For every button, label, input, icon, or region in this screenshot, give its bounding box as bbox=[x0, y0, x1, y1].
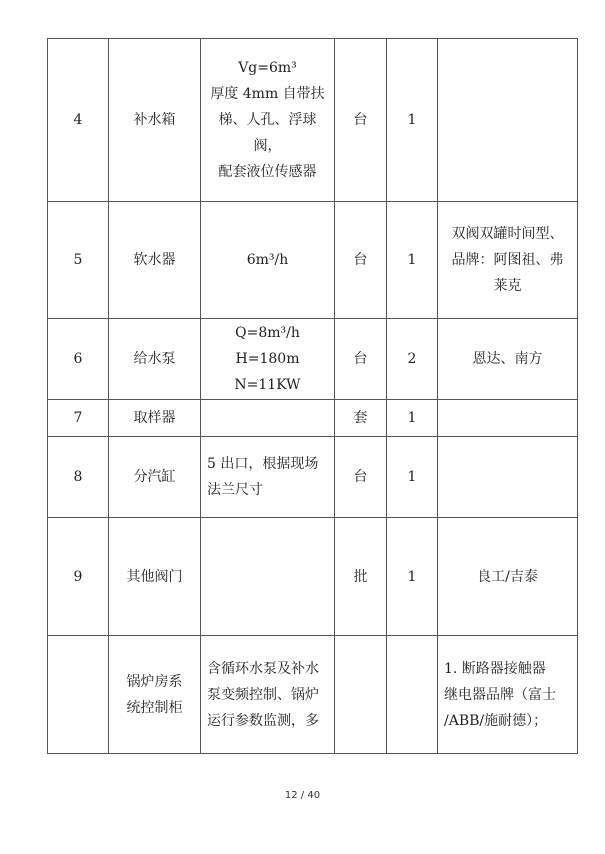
item-qty bbox=[387, 636, 438, 754]
item-unit: 台 bbox=[335, 319, 387, 400]
item-qty: 1 bbox=[387, 437, 438, 518]
equipment-table bbox=[47, 38, 578, 754]
item-unit: 台 bbox=[335, 39, 387, 202]
item-spec bbox=[201, 518, 335, 636]
table-row bbox=[48, 400, 578, 437]
item-qty: 2 bbox=[387, 319, 438, 400]
row-number: 7 bbox=[48, 400, 109, 437]
table-row bbox=[48, 437, 578, 518]
item-note bbox=[438, 39, 578, 202]
row-number bbox=[48, 636, 109, 754]
table-row bbox=[48, 202, 578, 319]
item-qty: 1 bbox=[387, 202, 438, 319]
row-number: 9 bbox=[48, 518, 109, 636]
item-name: 其他阀门 bbox=[109, 518, 201, 636]
row-number: 8 bbox=[48, 437, 109, 518]
table-row bbox=[48, 636, 578, 754]
item-name: 分汽缸 bbox=[109, 437, 201, 518]
item-name: 取样器 bbox=[109, 400, 201, 437]
item-qty: 1 bbox=[387, 39, 438, 202]
item-unit: 套 bbox=[335, 400, 387, 437]
item-spec: Vg=6m³ 厚度 4mm 自带扶 梯、人孔、浮球阀， 配套液位传感器 bbox=[201, 39, 335, 202]
item-unit: 台 bbox=[335, 437, 387, 518]
item-unit bbox=[335, 636, 387, 754]
item-note: 良工/吉泰 bbox=[438, 518, 578, 636]
item-unit: 批 bbox=[335, 518, 387, 636]
row-number: 6 bbox=[48, 319, 109, 400]
item-name: 补水箱 bbox=[109, 39, 201, 202]
item-spec bbox=[201, 400, 335, 437]
item-spec: 5 出口，根据现场 法兰尺寸 bbox=[201, 437, 335, 518]
item-spec: Q=8m³/h H=180m N=11KW bbox=[201, 319, 335, 400]
table-row bbox=[48, 518, 578, 636]
item-note: 双阀双罐时间型、 品牌：阿图祖、弗 莱克 bbox=[438, 202, 578, 319]
item-unit: 台 bbox=[335, 202, 387, 319]
table-row bbox=[48, 39, 578, 202]
item-qty: 1 bbox=[387, 518, 438, 636]
item-note: 1. 断路器接触器 继电器品牌（富士 /ABB/施耐德）； bbox=[438, 636, 578, 754]
item-note: 恩达、南方 bbox=[438, 319, 578, 400]
row-number: 5 bbox=[48, 202, 109, 319]
item-name: 软水器 bbox=[109, 202, 201, 319]
item-name: 给水泵 bbox=[109, 319, 201, 400]
row-number: 4 bbox=[48, 39, 109, 202]
page-number: 12 / 40 bbox=[284, 790, 321, 801]
item-note bbox=[438, 400, 578, 437]
item-spec: 6m³/h bbox=[201, 202, 335, 319]
item-spec: 含循环水泵及补水 泵变频控制、锅炉 运行参数监测，多 bbox=[201, 636, 335, 754]
item-qty: 1 bbox=[387, 400, 438, 437]
table-row bbox=[48, 319, 578, 400]
item-note bbox=[438, 437, 578, 518]
item-name: 锅炉房系 统控制柜 bbox=[109, 636, 201, 754]
